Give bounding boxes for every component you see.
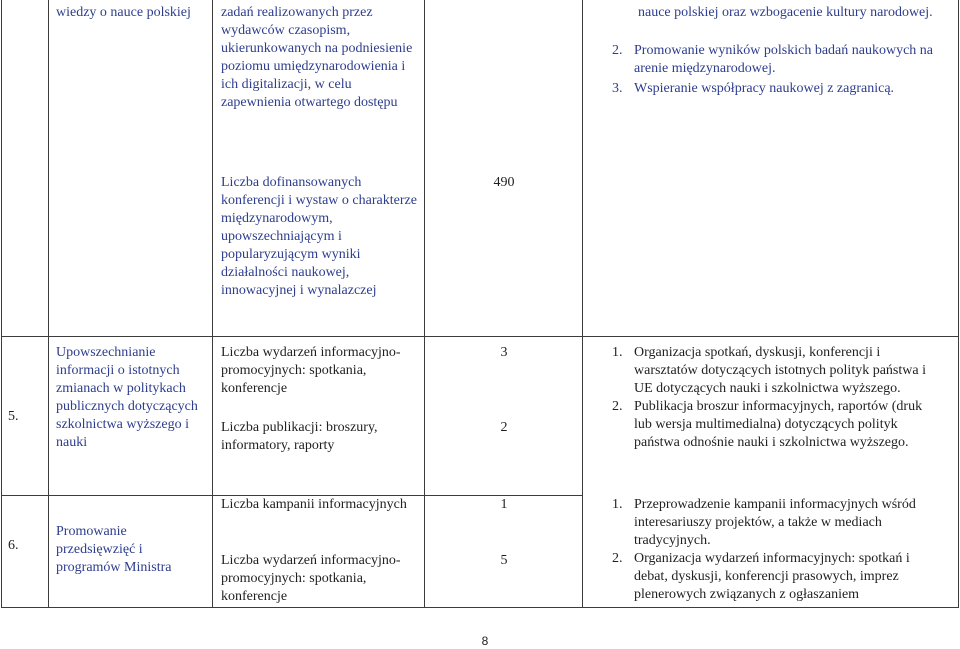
- list-number: 1.: [612, 345, 623, 360]
- list-number: 2.: [612, 43, 623, 58]
- row5-value-2: 2: [500, 420, 508, 435]
- row5-value-1: 3: [500, 345, 508, 360]
- list-text: Organizacja wydarzeń informacyjnych: spotkań i debat, dyskusji, konferencji prasowych, imprez plenerowych związanych z ogłaszaniem: [634, 551, 910, 602]
- row6-indicator-1: Liczba kampanii informacyjnych: [221, 497, 407, 512]
- list-text: Przeprowadzenie kampanii informacyjnych wśród interesariuszy projektów, a także w mediach tradycyjnych.: [634, 497, 916, 548]
- row-divider-a: [1, 336, 959, 337]
- top-row-area-text: wiedzy o nauce polskiej: [56, 5, 191, 20]
- list-number: 2.: [612, 399, 623, 414]
- list-item: [612, 550, 942, 604]
- column-divider-1: [48, 0, 49, 607]
- row5-indicator-1: Liczba wydarzeń informacyjno-promocyjnych: spotkania, konferencje: [221, 345, 401, 396]
- list-number: 1.: [612, 497, 623, 512]
- row5-tasks: [612, 344, 942, 452]
- row5-indicator-2: Liczba publikacji: broszury, informatory, raporty: [221, 420, 378, 453]
- column-divider-3: [424, 0, 425, 607]
- list-text: Publikacja broszur informacyjnych, raportów (druk lub wersja multimedialna) dotyczących polityk państwa odnośnie nauki i szkolnictwa wyższego.: [634, 399, 923, 450]
- list-item: [612, 398, 942, 452]
- column-divider-4: [582, 0, 583, 607]
- list-item: [612, 344, 942, 398]
- top-row-value: 490: [493, 175, 515, 190]
- row6-value-2: 5: [500, 553, 508, 568]
- row5-title: Upowszechnianie informacji o istotnych zmianach w politykach publicznych dotyczących szkolnictwa wyższego i nauki: [56, 345, 198, 450]
- top-row-indicator-1: zadań realizowanych przez wydawców czasopism, ukierunkowanych na podniesienie poziomu umiędzynarodowienia i ich digitalizacji, w celu zapewnienia otwartego dostępu: [221, 5, 413, 110]
- list-number: 2.: [612, 551, 623, 566]
- top-row-task-1: nauce polskiej oraz wzbogacenie kultury narodowej.: [638, 5, 933, 20]
- list-text: Wspieranie współpracy naukowej z zagranicą.: [634, 81, 895, 96]
- top-row-task-3: [612, 80, 942, 98]
- row6-title: Promowanie przedsięwzięć i programów Ministra: [56, 524, 172, 575]
- table-border-bottom: [1, 607, 959, 608]
- list-number: 3.: [612, 81, 623, 96]
- list-item: [612, 496, 942, 550]
- list-text: Promowanie wyników polskich badań naukowych na arenie międzynarodowej.: [634, 43, 933, 76]
- row6-value-1: 1: [500, 497, 508, 512]
- page-number: 8: [481, 634, 489, 648]
- row6-number: 6.: [8, 538, 19, 553]
- row6-tasks: [612, 496, 942, 604]
- row6-indicator-2: Liczba wydarzeń informacyjno-promocyjnych: spotkania, konferencje: [221, 553, 401, 604]
- top-row-task-2: [612, 42, 942, 78]
- column-divider-2: [212, 0, 213, 607]
- list-text: Organizacja spotkań, dyskusji, konferencji i warsztatów dotyczących istotnych polityk państwa i UE dotyczących nauki i szkolnictwa wyższego.: [634, 345, 926, 396]
- row5-number: 5.: [8, 409, 19, 424]
- table-border-left: [1, 0, 2, 607]
- top-row-indicator-2: Liczba dofinansowanych konferencji i wystaw o charakterze międzynarodowym, upowszechniającym i popularyzującym wyniki działalności naukowej, innowacyjnej i wynalazczej: [221, 175, 417, 298]
- table-border-right: [958, 0, 959, 607]
